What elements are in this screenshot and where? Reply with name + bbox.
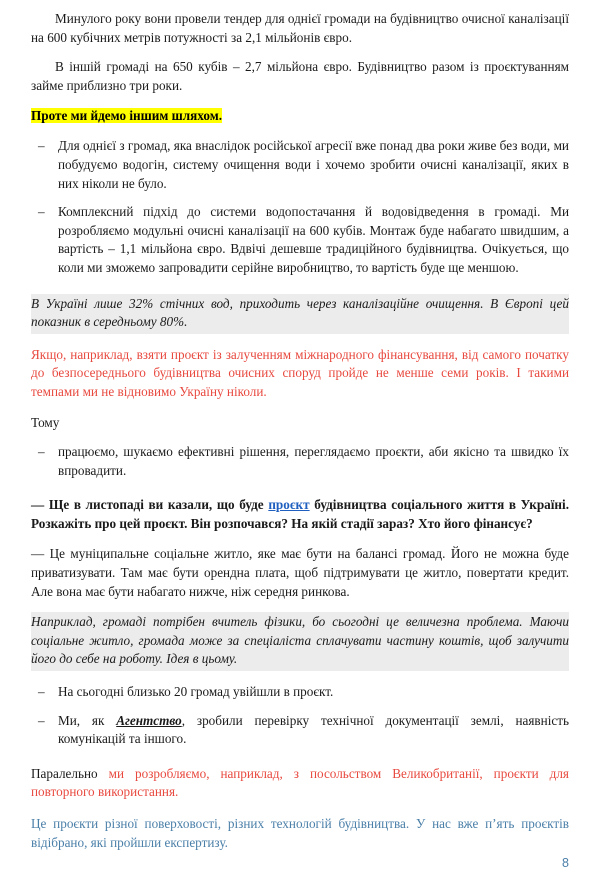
blue-closing-block: Це проєкти різної поверховості, різних технологій будівництва. У нас вже п’ять проєктів відібрано, які пройшли експертизу. <box>31 816 569 850</box>
question-text-after-link: будівництва соціального життя в Україні. Розкажіть про цей проєкт. Він розпочався? На якій стадії зараз? Хто його фінансує? <box>31 497 569 531</box>
agency-emphasis: Агентство <box>116 712 182 728</box>
agency-text-before: Ми, як <box>58 712 117 728</box>
list-item: – Для однієї з громад, яка внаслідок російської агресії вже понад два роки живе без води, ми побудуємо водогін, систему очищення води і хочемо зробити очисні каналізації, яких в них ніколи не було. <box>31 137 569 193</box>
highlighted-heading: Проте ми йдемо іншим шляхом. <box>31 108 222 124</box>
list-item: – Комплексний підхід до системи водопостачання й водовідведення в громаді. Ми розробляємо модульні очисні каналізації на 600 кубів. Монтаж буде набагато швидшим, а вартість – 1,1 мільйона євро. Вдвічі дешевше традиційного будівництва. Очікується, що коли ми зможемо запровадити серійне виробництво, то вартість буде ще меншою. <box>31 203 569 277</box>
paragraph-tomu: Тому <box>31 414 60 430</box>
agency-text-after: , зробили перевірку технічної документації землі, наявність комунікацій та іншого. <box>58 712 569 747</box>
project-link[interactable]: проєкт <box>268 497 310 513</box>
gray-italic-block-2: Наприклад, громаді потрібен вчитель фізики, бо сьогодні це величезна проблема. Маючи соціальне житло, громада може за спеціаліста сплачувати частину коштів, щоб залучити його до себе на роботу. Ідея в цьому. <box>31 612 569 671</box>
list-item: – працюємо, шукаємо ефективні рішення, переглядаємо проєкти, аби якісно та швидко їх впровадити. <box>31 443 569 480</box>
mixed-color-paragraph <box>31 765 569 802</box>
paragraph-2: В іншій громаді на 650 кубів – 2,7 мільйона євро. Будівництво разом із проєктуванням займе приблизно три роки. <box>31 59 569 93</box>
interview-question <box>31 496 569 533</box>
bullet-list-1 <box>31 137 569 277</box>
list-item: – На сьогодні близько 20 громад увійшли в проєкт. <box>31 683 569 702</box>
paragraph-1: Минулого року вони провели тендер для однієї громади на будівництво очисної каналізації на 600 кубічних метрів потужності за 2,1 мільйонів євро. <box>31 11 569 45</box>
bullet-list-2 <box>31 443 569 480</box>
page-number: 8 <box>562 856 569 870</box>
interview-answer: — Це муніципальне соціальне житло, яке має бути на балансі громад. Його не можна буде приватизувати. Там має бути орендна плата, щоб підтримувати це житло, повертати кредит. Але вона має бути набагато нижче, ніж середня ринкова. <box>31 546 569 599</box>
mixed-red-rest: ми розробляємо, наприклад, з посольством Великобританії, проєкти для повторного використання. <box>31 765 569 800</box>
mixed-black-prefix: Паралельно <box>31 765 109 781</box>
list-item-agency <box>31 712 569 749</box>
red-emphasis-block: Якщо, наприклад, взяти проєкт із залученням міжнародного фінансування, від самого початку до безпосереднього будівництва очисних споруд пройде не менше семи років. І такими темпами ми не відновимо Україну ніколи. <box>31 346 569 399</box>
question-dash: — <box>31 497 45 513</box>
question-text-before-link: Ще в листопаді ви казали, що буде <box>44 497 269 513</box>
gray-italic-block-1: В Україні лише 32% стічних вод, приходить через каналізаційне очищення. В Європі цей показник в середньому 80%. <box>31 294 569 334</box>
highlighted-heading-wrapper <box>31 106 569 125</box>
bullet-list-3 <box>31 683 569 749</box>
